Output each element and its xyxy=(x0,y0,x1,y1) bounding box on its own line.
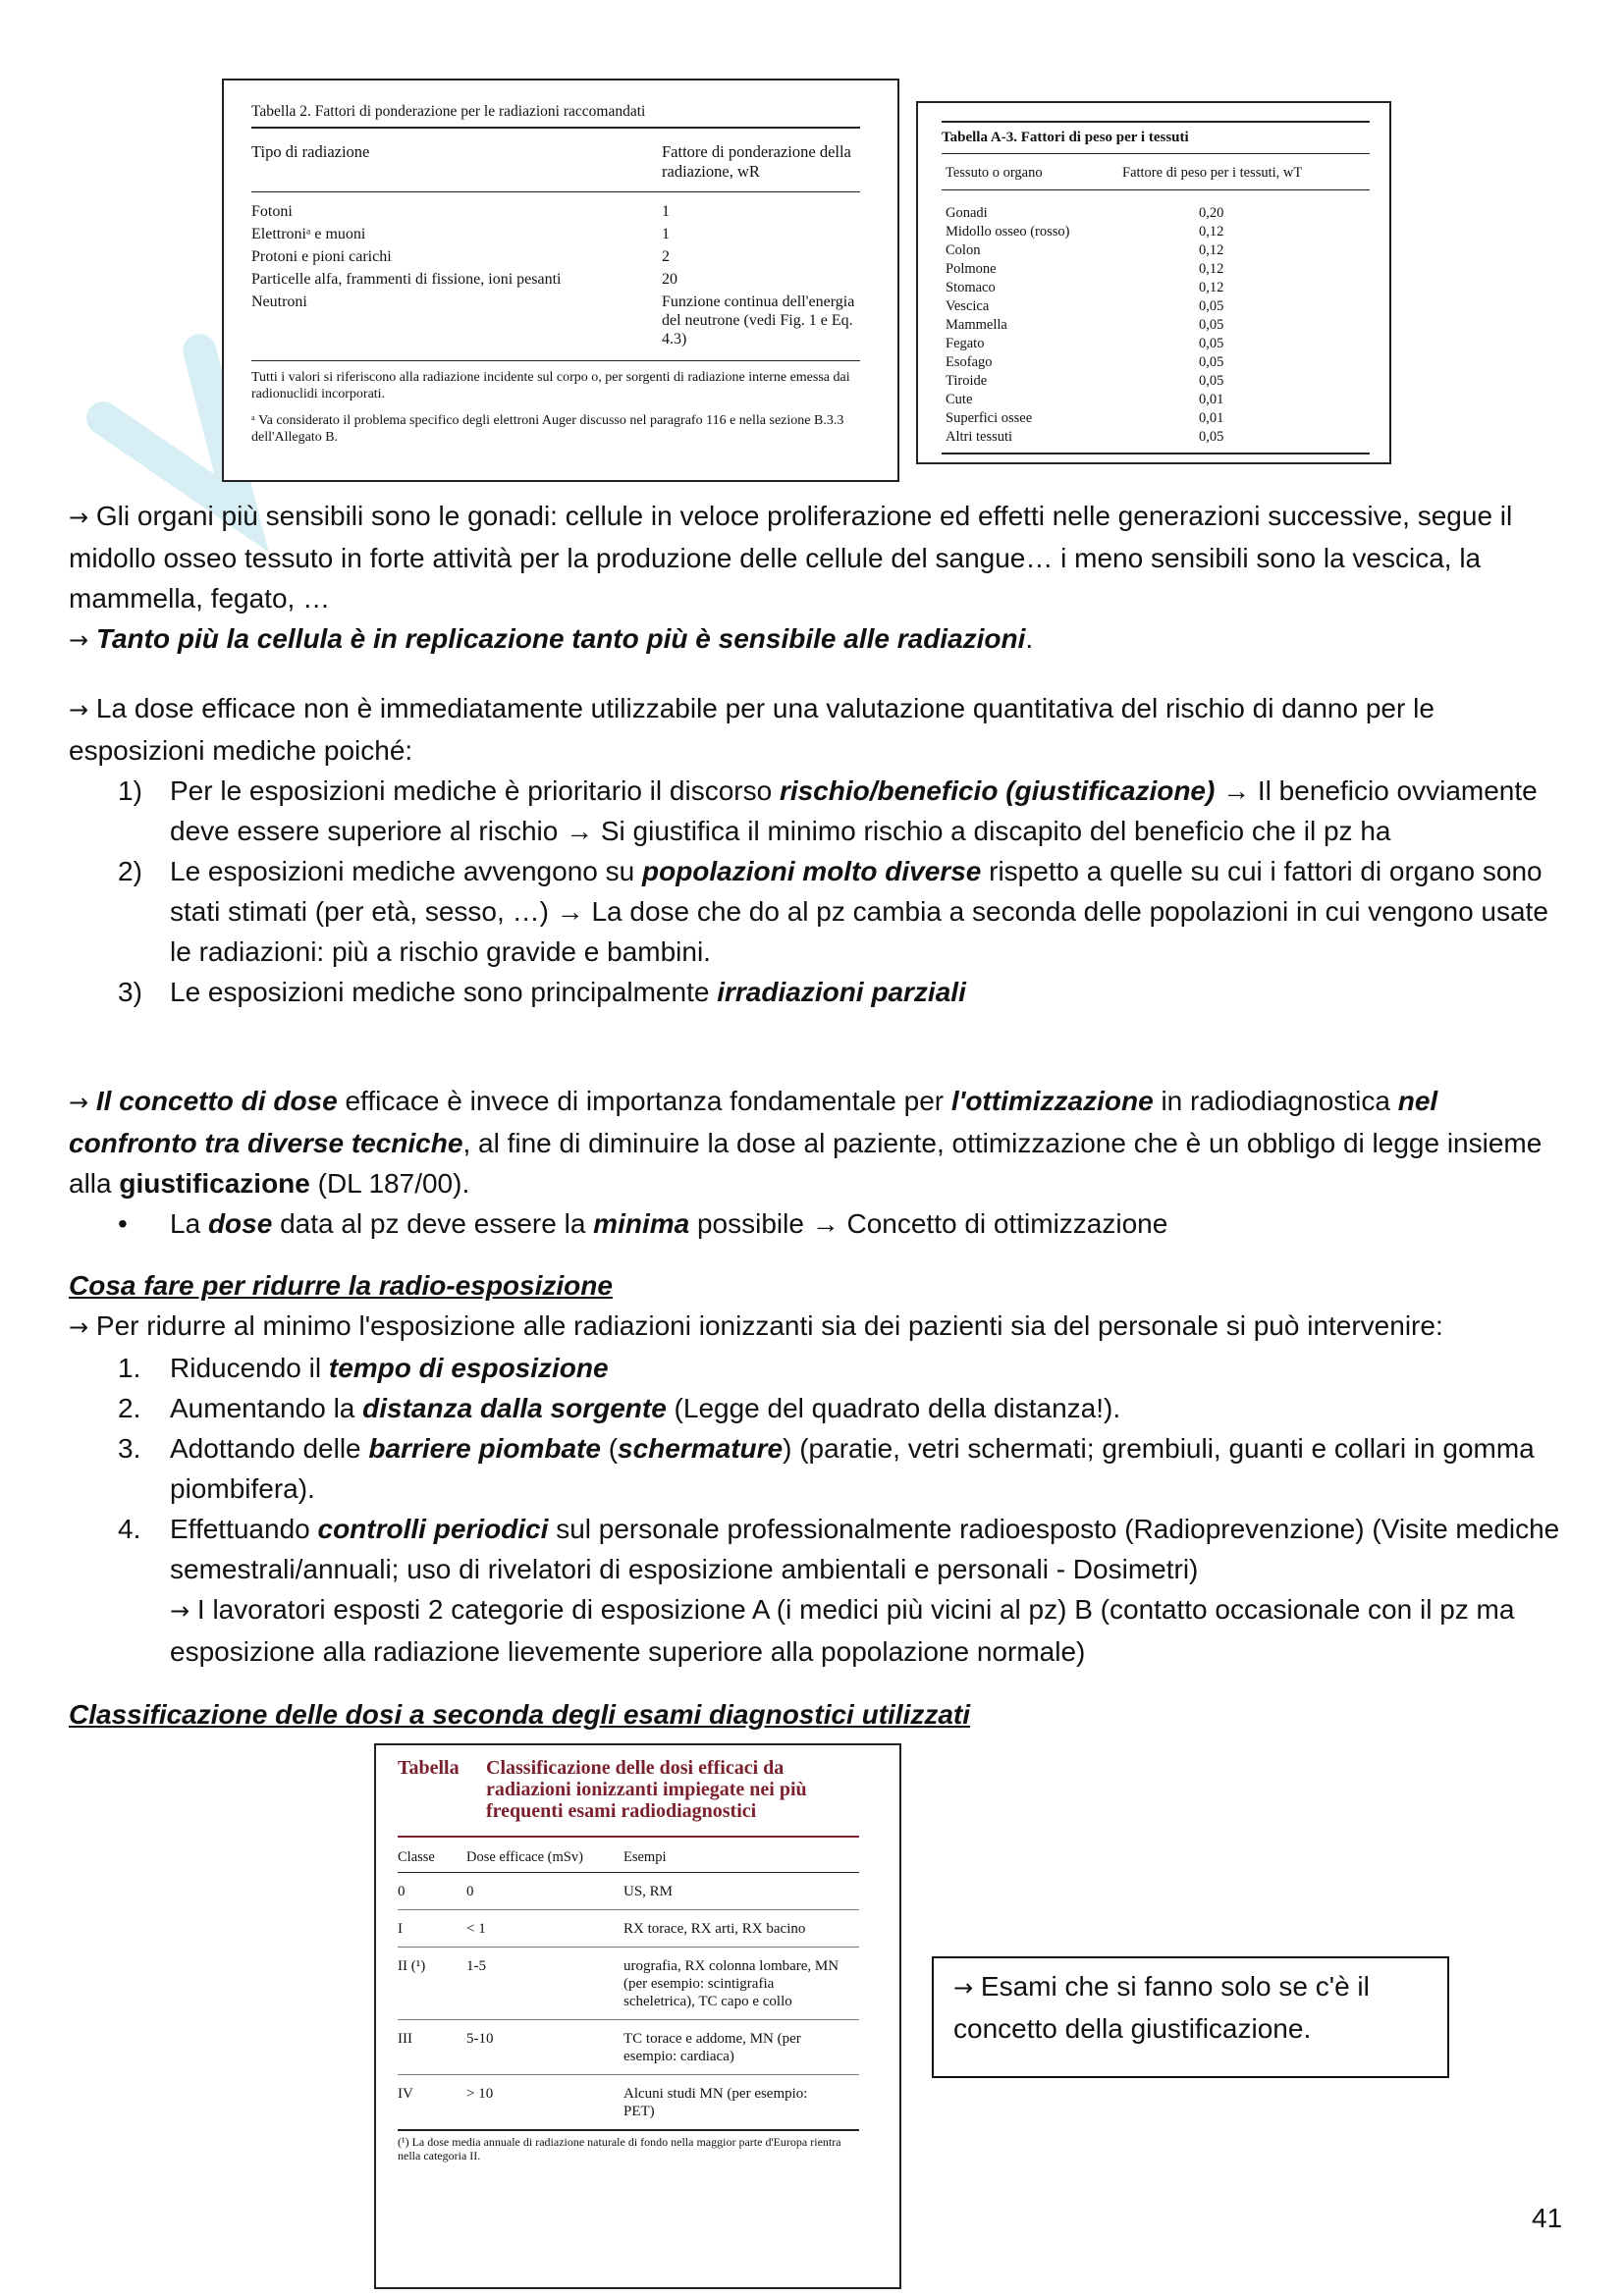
paragraph-text: , al fine di diminuire la dose al paziente, ottimizzazione che è un obbligo di legge insieme alla xyxy=(69,1128,1543,1199)
organ-name: Colon xyxy=(946,242,981,258)
organ-name: Superfici ossee xyxy=(946,410,1033,426)
tissue-factor: 0,01 xyxy=(1199,410,1224,426)
exam-examples: TC torace e addome, MN (per esempio: cardiaca) xyxy=(623,2031,801,2064)
emphasis-text: barriere piombate xyxy=(368,1433,601,1464)
item-text: ) (paratie, vetri schermati; grembiuli, guanti e collari in gomma piombifera). xyxy=(170,1433,1535,1504)
radiation-type: Elettroniᵃ e muoni xyxy=(251,226,366,242)
list-item xyxy=(69,1388,1571,1428)
dose-class: II (¹) xyxy=(398,1958,426,1974)
table-row xyxy=(398,2020,859,2075)
column-header: Classe xyxy=(398,1849,435,1865)
weighting-factor: 2 xyxy=(662,248,670,265)
section-heading: Cosa fare per ridurre la radio-esposizione xyxy=(69,1270,613,1301)
item-text: sul personale professionalmente radioesposto (Radioprevenzione) (Visite mediche semestrali/annuali; uso di rivelatori di esposizione ambientali e personali - Dosimetri) xyxy=(170,1514,1560,1584)
organ-name: Esofago xyxy=(946,354,993,370)
table-row xyxy=(942,391,1370,409)
emphasis-text: tempo di esposizione xyxy=(328,1353,609,1383)
emphasis-text: schermature xyxy=(618,1433,784,1464)
table-row xyxy=(398,1948,859,2020)
item-text: → Il beneficio ovviamente deve essere superiore al rischio → Si giustifica il minimo rischio a discapito del beneficio che il pz ha xyxy=(170,775,1538,846)
list-item xyxy=(69,851,1571,972)
emphasis-text: l'ottimizzazione xyxy=(950,1086,1154,1116)
item-text: possibile → Concetto di ottimizzazione xyxy=(689,1208,1168,1239)
dose-class: 0 xyxy=(398,1884,406,1899)
table-header xyxy=(398,1836,859,1873)
table-row xyxy=(942,223,1370,241)
table-row xyxy=(942,204,1370,223)
weighting-factor: 1 xyxy=(662,203,670,220)
organ-name: Polmone xyxy=(946,261,997,277)
list-item xyxy=(69,1428,1571,1509)
tissue-factor: 0,12 xyxy=(1199,242,1224,258)
item-text: Le esposizioni mediche sono principalmente xyxy=(170,977,718,1007)
list-item xyxy=(69,771,1571,851)
paragraph-text: efficace è invece di importanza fondamentale per xyxy=(337,1086,951,1116)
arrow-icon: → xyxy=(69,1089,89,1116)
item-number: 2) xyxy=(118,856,142,886)
table-note: Tutti i valori si riferiscono alla radiazione incidente sul corpo o, per sorgenti di radiazione interne emessa dai radionuclidi incorporati. xyxy=(251,370,850,401)
list-item xyxy=(69,972,1571,1012)
organ-name: Tiroide xyxy=(946,373,988,389)
table-row xyxy=(942,260,1370,279)
table-body xyxy=(942,190,1370,454)
table-body xyxy=(251,192,860,361)
table-row xyxy=(942,353,1370,372)
item-number: 1) xyxy=(118,775,142,806)
table-title: Classificazione delle dosi efficaci da radiazioni ionizzanti impiegate nei più frequenti esami radiodiagnostici xyxy=(486,1757,807,1822)
paragraph-text: in radiodiagnostica xyxy=(1153,1086,1398,1116)
emphasis-text: distanza dalla sorgente xyxy=(362,1393,667,1423)
tissue-factor: 0,05 xyxy=(1199,317,1224,333)
organ-name: Stomaco xyxy=(946,280,996,295)
paragraph-optimization xyxy=(69,1081,1571,1244)
list-item xyxy=(69,1203,1571,1244)
dose-value: > 10 xyxy=(466,2086,494,2102)
table-radiation-weighting-factors xyxy=(222,79,899,482)
table-row xyxy=(398,1910,859,1948)
table-row xyxy=(942,279,1370,297)
organ-name: Fegato xyxy=(946,336,985,351)
item-text: La xyxy=(170,1208,208,1239)
emphasis-text: minima xyxy=(593,1208,690,1239)
column-header: Dose efficace (mSv) xyxy=(466,1849,583,1865)
table-tissue-weighting-factors xyxy=(916,101,1391,464)
paragraph-text: Gli organi più sensibili sono le gonadi: cellule in veloce proliferazione ed effetti nelle generazioni successive, segue il midollo osseo tessuto in forte attività per la produzione delle cellule del sangue… i meno sensibili sono la vescica, la mammella, fegato, … xyxy=(69,501,1513,614)
column-header: Esempi xyxy=(623,1849,667,1865)
table-row xyxy=(942,335,1370,353)
callout-text: Esami che si fanno solo se c'è il concetto della giustificazione. xyxy=(953,1971,1370,2044)
column-header: Tipo di radiazione xyxy=(251,142,370,161)
weighting-factor: 20 xyxy=(662,271,677,288)
organ-name: Vescica xyxy=(946,298,990,314)
table-header xyxy=(942,154,1370,190)
organ-name: Midollo osseo (rosso) xyxy=(946,224,1070,240)
tissue-factor: 0,05 xyxy=(1199,298,1224,314)
arrow-icon: → xyxy=(953,1974,974,2002)
emphasis-text: Tanto più la cellula è in replicazione tanto più è sensibile alle radiazioni xyxy=(95,623,1026,654)
table-caption xyxy=(398,1757,859,1836)
section-dose-classification xyxy=(69,1694,1571,1735)
table-row xyxy=(398,1873,859,1910)
callout-box xyxy=(932,1956,1449,2078)
tissue-factor: 0,12 xyxy=(1199,280,1224,295)
paragraph-text: (DL 187/00). xyxy=(309,1168,470,1199)
paragraph-text: . xyxy=(1025,623,1034,654)
weighting-factor: 1 xyxy=(662,226,670,242)
exam-examples: urografia, RX colonna lombare, MN (per esempio: scintigrafia scheletrica), TC capo e collo xyxy=(623,1958,839,2009)
section-reduce-exposure xyxy=(69,1265,1571,1672)
item-text: Per le esposizioni mediche è prioritario il discorso xyxy=(170,775,780,806)
item-text: Aumentando la xyxy=(170,1393,363,1423)
item-text: (Legge del quadrato della distanza!). xyxy=(666,1393,1121,1423)
item-number: 3. xyxy=(118,1433,141,1464)
dose-value: < 1 xyxy=(466,1921,486,1937)
dose-class: III xyxy=(398,2031,412,2047)
tissue-factor: 0,01 xyxy=(1199,392,1224,407)
radiation-type: Particelle alfa, frammenti di fissione, ioni pesanti xyxy=(251,271,562,288)
dose-value: 5-10 xyxy=(466,2031,494,2047)
item-number: 3) xyxy=(118,977,142,1007)
paragraph-organ-sensitivity xyxy=(69,496,1571,661)
table-caption: Tabella A-3. Fattori di peso per i tessuti xyxy=(942,121,1370,154)
exam-examples: Alcuni studi MN (per esempio: PET) xyxy=(623,2086,808,2119)
table-footnote: (¹) La dose media annuale di radiazione naturale di fondo nella maggior parte d'Europa rientra nella categoria II. xyxy=(398,2135,841,2163)
table-dose-classification xyxy=(374,1743,901,2289)
dose-value: 0 xyxy=(466,1884,474,1899)
emphasis-text: Il concetto di dose xyxy=(95,1086,338,1116)
item-text: ( xyxy=(600,1433,619,1464)
dose-class: I xyxy=(398,1921,403,1937)
tissue-factor: 0,05 xyxy=(1199,354,1224,370)
bullet-list xyxy=(69,1203,1571,1244)
table-row xyxy=(942,372,1370,391)
item-number: 1. xyxy=(118,1353,141,1383)
item-text: Riducendo il xyxy=(170,1353,329,1383)
list-subnote xyxy=(69,1589,1571,1672)
table-row xyxy=(942,428,1370,447)
emphasis-text: controlli periodici xyxy=(317,1514,549,1544)
tissue-factor: 0,12 xyxy=(1199,224,1224,240)
item-text: Effettuando xyxy=(170,1514,318,1544)
tissue-factor: 0,05 xyxy=(1199,373,1224,389)
table-row xyxy=(942,297,1370,316)
item-number: 2. xyxy=(118,1393,141,1423)
tissue-factor: 0,12 xyxy=(1199,261,1224,277)
emphasis-text: irradiazioni parziali xyxy=(717,977,966,1007)
emphasis-text: nel confronto tra diverse tecniche xyxy=(69,1086,1438,1158)
section-heading: Classificazione delle dosi a seconda degli esami diagnostici utilizzati xyxy=(69,1699,971,1730)
numbered-list xyxy=(69,1348,1571,1672)
emphasis-text: dose xyxy=(207,1208,273,1239)
paragraph-text: La dose efficace non è immediatamente utilizzabile per una valutazione quantitativa del rischio di danno per le esposizioni mediche poiché: xyxy=(69,693,1435,766)
table-row xyxy=(251,223,860,245)
column-header: Fattore di peso per i tessuti, wT xyxy=(1122,165,1303,181)
tissue-factor: 0,20 xyxy=(1199,205,1224,221)
exam-examples: US, RM xyxy=(623,1884,674,1899)
arrow-icon: → xyxy=(69,626,89,654)
item-text: rispetto a quelle su cui i fattori di organo sono stati stimati (per età, sesso, …) → La dose che do al pz cambia a seconda delle popolazioni in cui vengono usate le radiazioni: più a rischio gravide e bambini. xyxy=(170,856,1548,967)
table-footnote: ᵃ Va considerato il problema specifico degli elettroni Auger discusso nel paragrafo 116 e nella sezione B.3.3 dell'Allegato B. xyxy=(251,413,844,445)
table-header xyxy=(251,129,860,192)
item-number: 4. xyxy=(118,1514,141,1544)
weighting-factor: Funzione continua dell'energia del neutrone (vedi Fig. 1 e Eq. 4.3) xyxy=(662,294,855,347)
table-row xyxy=(251,268,860,291)
radiation-type: Fotoni xyxy=(251,203,293,220)
arrow-icon: → xyxy=(69,1313,89,1341)
emphasis-text: popolazioni molto diverse xyxy=(641,856,982,886)
organ-name: Altri tessuti xyxy=(946,429,1013,445)
organ-name: Mammella xyxy=(946,317,1007,333)
column-header: Tessuto o organo xyxy=(946,165,1043,181)
column-header: Fattore di ponderazione della radiazione, wR xyxy=(662,142,851,181)
table-row xyxy=(251,291,860,348)
emphasis-text: giustificazione xyxy=(119,1168,310,1199)
table-row xyxy=(251,245,860,268)
table-row xyxy=(251,200,860,223)
tissue-factor: 0,05 xyxy=(1199,336,1224,351)
table-row xyxy=(942,241,1370,260)
table-label: Tabella xyxy=(398,1757,460,1779)
tissue-factor: 0,05 xyxy=(1199,429,1224,445)
arrow-icon: → xyxy=(170,1597,190,1625)
item-text: I lavoratori esposti 2 categorie di esposizione A (i medici più vicini al pz) B (contatto occasionale con il pz ma esposizione alla radiazione lievemente superiore alla popolazione normale) xyxy=(170,1594,1515,1667)
page-number: 41 xyxy=(1532,2203,1563,2233)
radiation-type: Protoni e pioni carichi xyxy=(251,248,392,265)
emphasis-text: rischio/beneficio (giustificazione) xyxy=(779,775,1216,806)
table-row xyxy=(942,316,1370,335)
item-text: Le esposizioni mediche avvengono su xyxy=(170,856,642,886)
table-body xyxy=(398,1873,859,2131)
dose-class: IV xyxy=(398,2086,413,2102)
numbered-list xyxy=(69,771,1571,1012)
exam-examples: RX torace, RX arti, RX bacino xyxy=(623,1921,806,1937)
arrow-icon: → xyxy=(69,504,89,531)
table-caption: Tabella 2. Fattori di ponderazione per le radiazioni raccomandati xyxy=(251,102,860,129)
table-row xyxy=(942,409,1370,428)
organ-name: Gonadi xyxy=(946,205,988,221)
table-row xyxy=(398,2075,859,2131)
paragraph-text: Per ridurre al minimo l'esposizione alle radiazioni ionizzanti sia dei pazienti sia del personale si può intervenire: xyxy=(95,1310,1443,1341)
list-item xyxy=(69,1348,1571,1388)
organ-name: Cute xyxy=(946,392,973,407)
radiation-type: Neutroni xyxy=(251,294,307,310)
paragraph-effective-dose-limits xyxy=(69,688,1571,1012)
item-text: Adottando delle xyxy=(170,1433,369,1464)
item-text: data al pz deve essere la xyxy=(272,1208,594,1239)
bullet-icon: • xyxy=(118,1208,128,1239)
list-item xyxy=(69,1509,1571,1589)
dose-value: 1-5 xyxy=(466,1958,486,1974)
arrow-icon: → xyxy=(69,696,89,723)
